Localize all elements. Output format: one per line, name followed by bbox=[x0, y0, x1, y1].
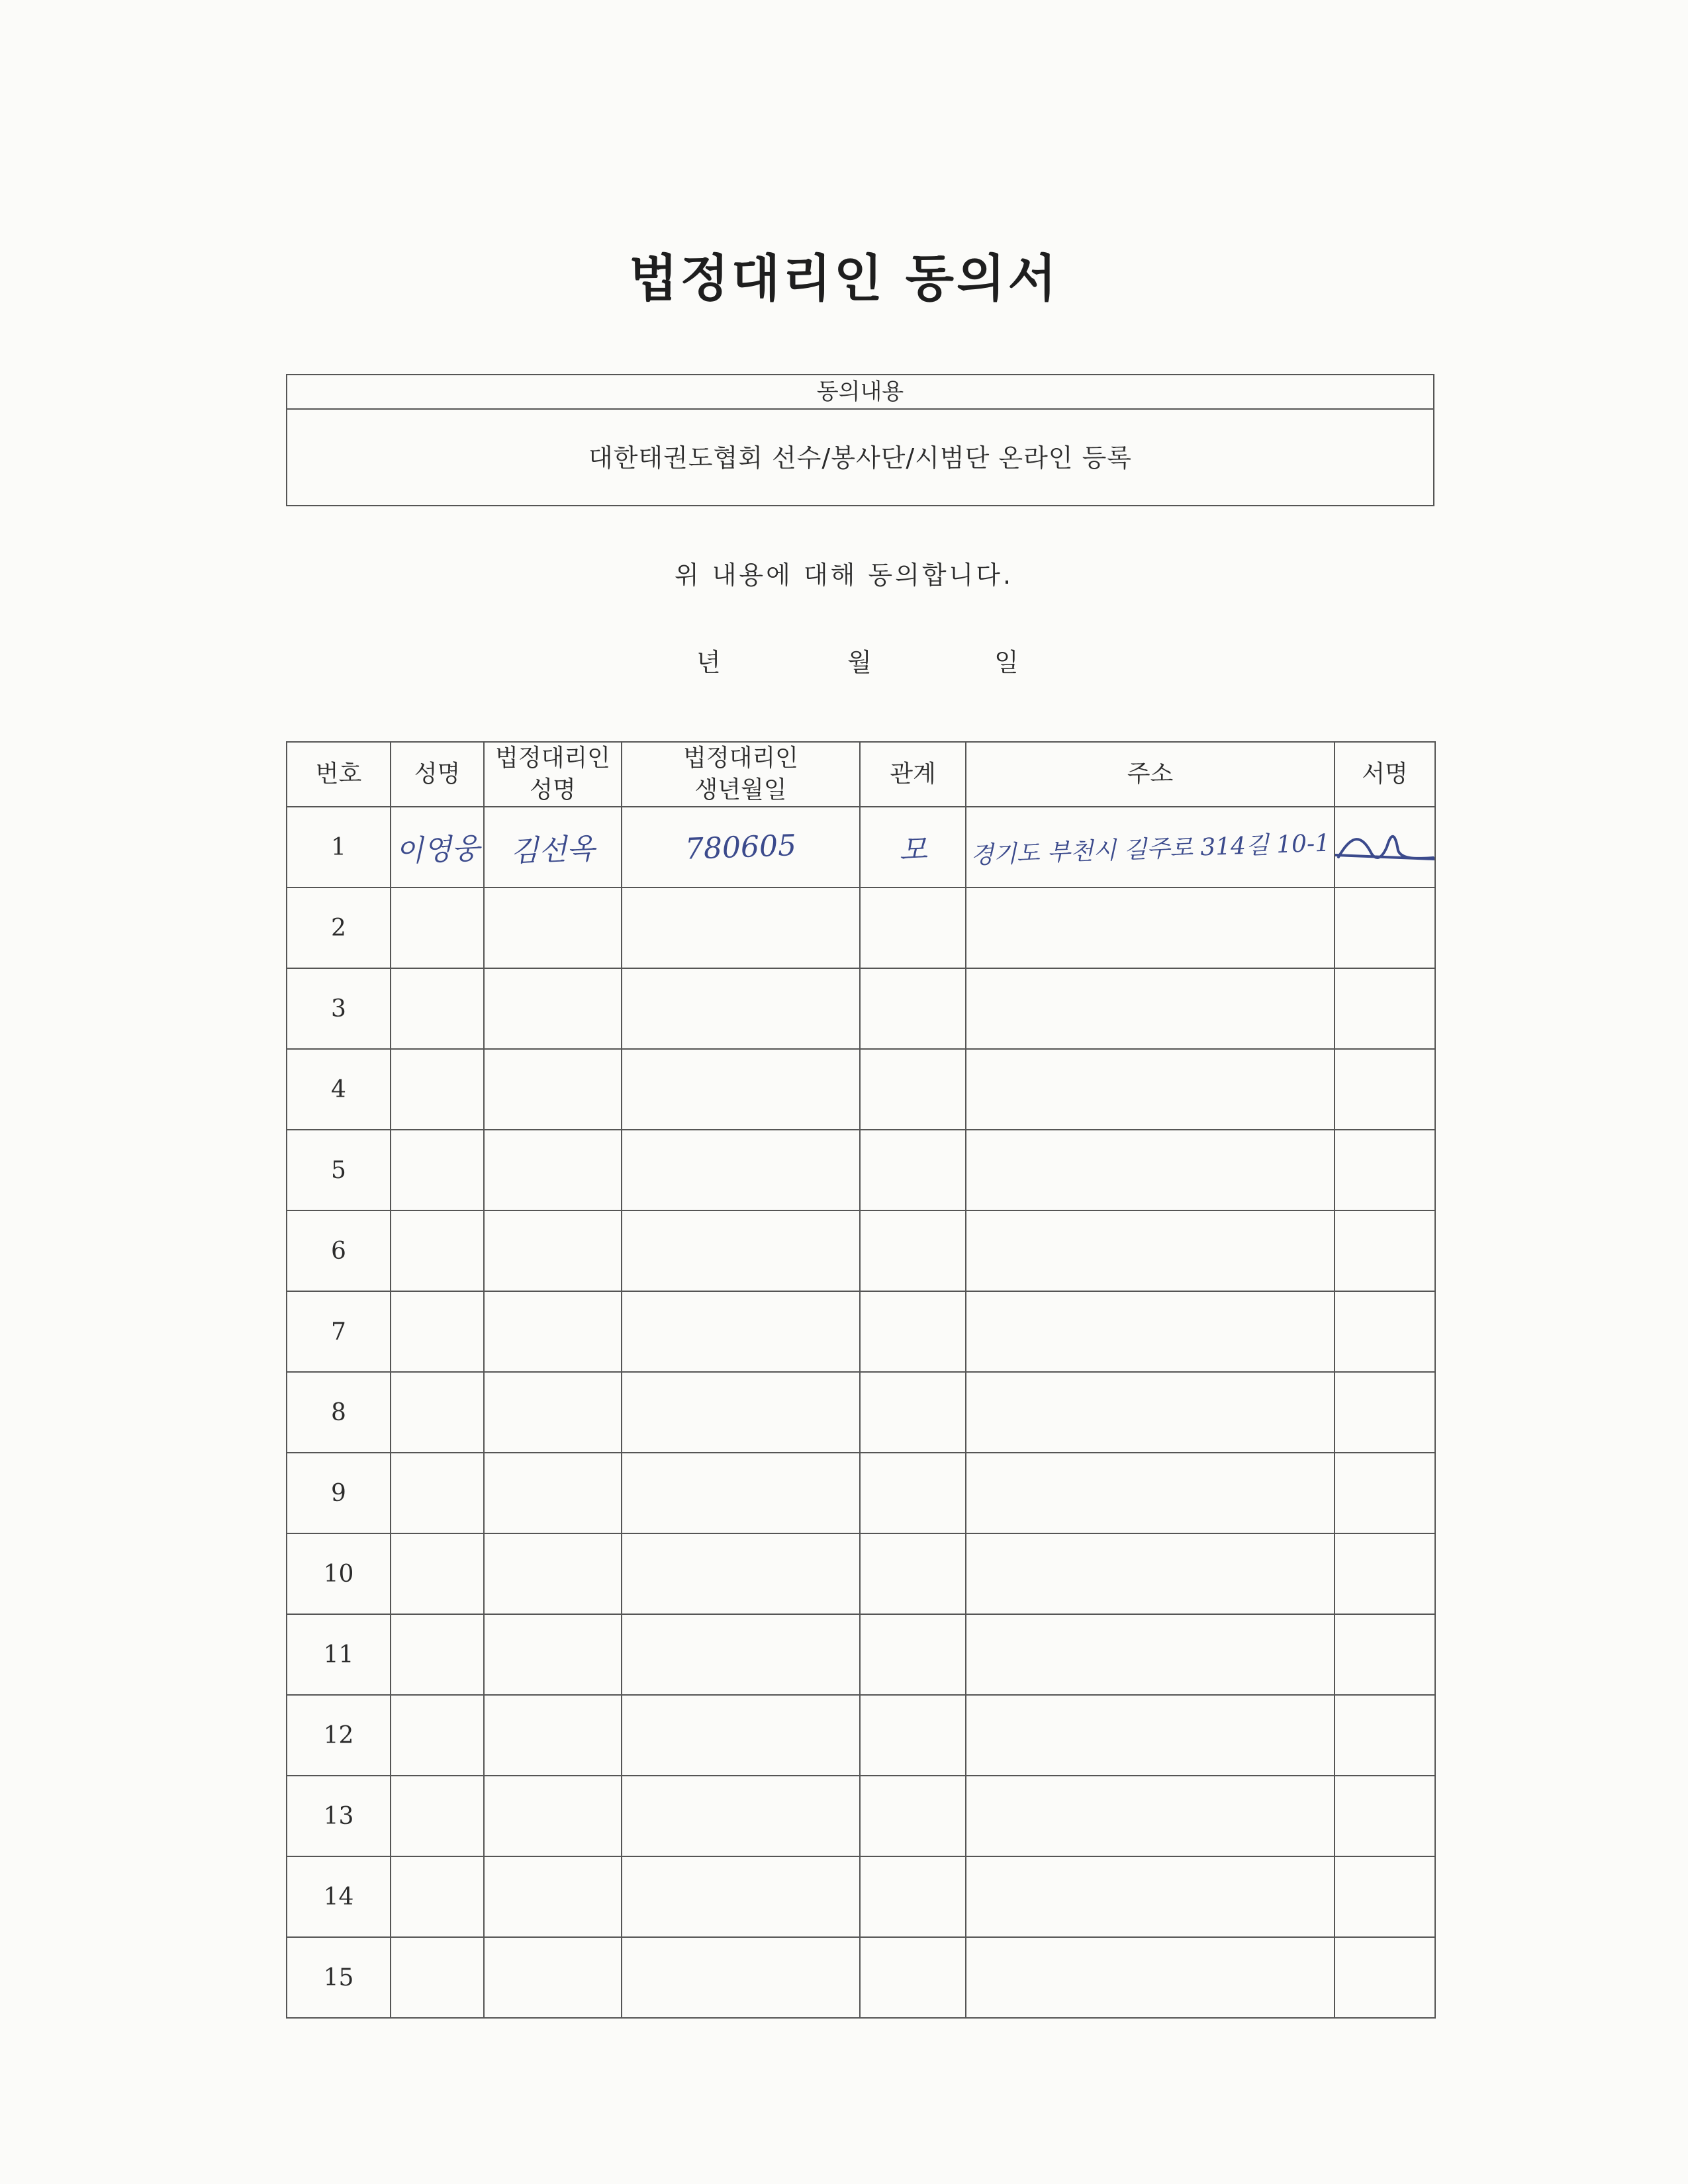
relation-cell bbox=[860, 1372, 966, 1453]
table-row bbox=[287, 1937, 1435, 2018]
guardian-birth-cell bbox=[622, 1210, 860, 1291]
address-cell bbox=[966, 1776, 1335, 1856]
date-day-label: 일 bbox=[994, 648, 1019, 677]
header-guardian-birth: 법정대리인 생년월일 bbox=[622, 742, 860, 807]
row-number: 11 bbox=[287, 1614, 391, 1695]
consent-content-header: 동의내용 bbox=[287, 375, 1433, 410]
guardian-name-cell bbox=[484, 968, 622, 1049]
signature-cell bbox=[1335, 887, 1435, 968]
row-number: 4 bbox=[287, 1049, 391, 1130]
header-relation: 관계 bbox=[860, 742, 966, 807]
student-name-cell bbox=[391, 968, 484, 1049]
signature-cell bbox=[1335, 1937, 1435, 2018]
guardian-name-cell bbox=[484, 1776, 622, 1856]
table-row bbox=[287, 1533, 1435, 1614]
student-name-cell bbox=[391, 1614, 484, 1695]
guardian-birth-cell bbox=[622, 1614, 860, 1695]
guardian-birth-cell bbox=[622, 807, 860, 887]
signature-cell bbox=[1335, 807, 1435, 887]
signature-cell bbox=[1335, 1210, 1435, 1291]
row-number: 7 bbox=[287, 1291, 391, 1372]
guardian-birth-cell bbox=[622, 1291, 860, 1372]
relation-cell bbox=[860, 1937, 966, 2018]
guardian-name-cell bbox=[484, 1291, 622, 1372]
address-cell bbox=[966, 968, 1335, 1049]
student-name-cell bbox=[391, 1695, 484, 1776]
handwritten-signature bbox=[1335, 821, 1434, 874]
relation-cell-text: 모 bbox=[898, 833, 928, 868]
header-name: 성명 bbox=[391, 742, 484, 807]
guardian-name-cell bbox=[484, 807, 622, 887]
date-month-label: 월 bbox=[847, 648, 872, 677]
guardian-birth-cell bbox=[622, 1533, 860, 1614]
address-cell bbox=[966, 1695, 1335, 1776]
guardian-birth-cell bbox=[622, 968, 860, 1049]
row-number: 10 bbox=[287, 1533, 391, 1614]
guardian-birth-cell bbox=[622, 1130, 860, 1210]
relation-cell bbox=[860, 1614, 966, 1695]
relation-cell bbox=[860, 1856, 966, 1937]
row-number: 13 bbox=[287, 1776, 391, 1856]
date-year-label: 년 bbox=[696, 648, 721, 677]
student-name-cell bbox=[391, 1776, 484, 1856]
relation-cell bbox=[860, 1210, 966, 1291]
relation-cell bbox=[860, 968, 966, 1049]
signature-cell bbox=[1335, 1372, 1435, 1453]
guardian-roster-table bbox=[286, 741, 1436, 2019]
guardian-name-cell bbox=[484, 1614, 622, 1695]
address-cell bbox=[966, 1372, 1335, 1453]
row-number: 6 bbox=[287, 1210, 391, 1291]
row-number: 9 bbox=[287, 1453, 391, 1533]
header-address: 주소 bbox=[966, 742, 1335, 807]
address-cell bbox=[966, 1856, 1335, 1937]
student-name-cell bbox=[391, 1856, 484, 1937]
guardian-name-cell-text: 김선옥 bbox=[510, 831, 596, 869]
signature-cell bbox=[1335, 1130, 1435, 1210]
guardian-birth-cell bbox=[622, 1049, 860, 1130]
row-number: 8 bbox=[287, 1372, 391, 1453]
table-row bbox=[287, 1776, 1435, 1856]
row-number: 14 bbox=[287, 1856, 391, 1937]
signature-cell bbox=[1335, 1856, 1435, 1937]
address-cell bbox=[966, 807, 1335, 887]
table-row bbox=[287, 1695, 1435, 1776]
address-cell bbox=[966, 1049, 1335, 1130]
header-no: 번호 bbox=[287, 742, 391, 807]
row-number: 1 bbox=[287, 807, 391, 887]
table-row bbox=[287, 1210, 1435, 1291]
guardian-name-cell bbox=[484, 1856, 622, 1937]
relation-cell bbox=[860, 887, 966, 968]
relation-cell bbox=[860, 1130, 966, 1210]
table-row bbox=[287, 1291, 1435, 1372]
signature-cell bbox=[1335, 1049, 1435, 1130]
relation-cell bbox=[860, 1453, 966, 1533]
guardian-birth-cell bbox=[622, 1856, 860, 1937]
signature-cell bbox=[1335, 1453, 1435, 1533]
address-cell bbox=[966, 1937, 1335, 2018]
row-number: 3 bbox=[287, 968, 391, 1049]
address-cell bbox=[966, 1210, 1335, 1291]
header-signature: 서명 bbox=[1335, 742, 1435, 807]
guardian-birth-cell bbox=[622, 1937, 860, 2018]
relation-cell bbox=[860, 1291, 966, 1372]
signature-cell bbox=[1335, 1776, 1435, 1856]
address-cell bbox=[966, 1291, 1335, 1372]
consent-content-body: 대한태권도협회 선수/봉사단/시범단 온라인 등록 bbox=[588, 443, 1132, 473]
student-name-cell bbox=[391, 1533, 484, 1614]
table-row bbox=[287, 1453, 1435, 1533]
student-name-cell bbox=[391, 887, 484, 968]
guardian-name-cell bbox=[484, 887, 622, 968]
student-name-cell bbox=[391, 1130, 484, 1210]
signature-cell bbox=[1335, 1614, 1435, 1695]
student-name-cell bbox=[391, 1453, 484, 1533]
relation-cell bbox=[860, 807, 966, 887]
student-name-cell bbox=[391, 1372, 484, 1453]
row-number: 12 bbox=[287, 1695, 391, 1776]
guardian-birth-cell bbox=[622, 1453, 860, 1533]
table-row bbox=[287, 1130, 1435, 1210]
consent-statement: 위 내용에 대해 동의합니다. bbox=[674, 561, 1014, 590]
address-cell bbox=[966, 887, 1335, 968]
signature-cell bbox=[1335, 1695, 1435, 1776]
table-row bbox=[287, 887, 1435, 968]
relation-cell bbox=[860, 1695, 966, 1776]
signature-cell bbox=[1335, 1533, 1435, 1614]
table-row bbox=[287, 807, 1435, 887]
address-cell bbox=[966, 1130, 1335, 1210]
row-number: 5 bbox=[287, 1130, 391, 1210]
student-name-cell-text: 이영웅 bbox=[395, 831, 481, 869]
guardian-name-cell bbox=[484, 1049, 622, 1130]
table-row bbox=[287, 1614, 1435, 1695]
row-number: 15 bbox=[287, 1937, 391, 2018]
student-name-cell bbox=[391, 1937, 484, 2018]
document-title: 법정대리인 동의서 bbox=[629, 249, 1059, 308]
guardian-name-cell bbox=[484, 1695, 622, 1776]
guardian-birth-cell bbox=[622, 887, 860, 968]
consent-content-box bbox=[286, 374, 1434, 506]
address-cell bbox=[966, 1453, 1335, 1533]
row-number: 2 bbox=[287, 887, 391, 968]
table-row bbox=[287, 1372, 1435, 1453]
address-cell-text: 경기도 부천시 길주로 314길 10-1 bbox=[970, 829, 1331, 869]
student-name-cell bbox=[391, 1049, 484, 1130]
guardian-birth-cell bbox=[622, 1372, 860, 1453]
relation-cell bbox=[860, 1049, 966, 1130]
table-header-row bbox=[287, 742, 1435, 807]
relation-cell bbox=[860, 1776, 966, 1856]
table-row bbox=[287, 968, 1435, 1049]
guardian-name-cell bbox=[484, 1937, 622, 2018]
relation-cell bbox=[860, 1533, 966, 1614]
guardian-name-cell bbox=[484, 1372, 622, 1453]
guardian-birth-cell-text: 780605 bbox=[684, 828, 797, 866]
student-name-cell bbox=[391, 807, 484, 887]
signature-cell bbox=[1335, 1291, 1435, 1372]
address-cell bbox=[966, 1614, 1335, 1695]
guardian-name-cell bbox=[484, 1130, 622, 1210]
guardian-name-cell bbox=[484, 1453, 622, 1533]
guardian-name-cell bbox=[484, 1210, 622, 1291]
student-name-cell bbox=[391, 1210, 484, 1291]
guardian-birth-cell bbox=[622, 1695, 860, 1776]
table-row bbox=[287, 1049, 1435, 1130]
guardian-name-cell bbox=[484, 1533, 622, 1614]
signature-cell bbox=[1335, 968, 1435, 1049]
header-guardian-name: 법정대리인 성명 bbox=[484, 742, 622, 807]
student-name-cell bbox=[391, 1291, 484, 1372]
address-cell bbox=[966, 1533, 1335, 1614]
table-row bbox=[287, 1856, 1435, 1937]
guardian-birth-cell bbox=[622, 1776, 860, 1856]
